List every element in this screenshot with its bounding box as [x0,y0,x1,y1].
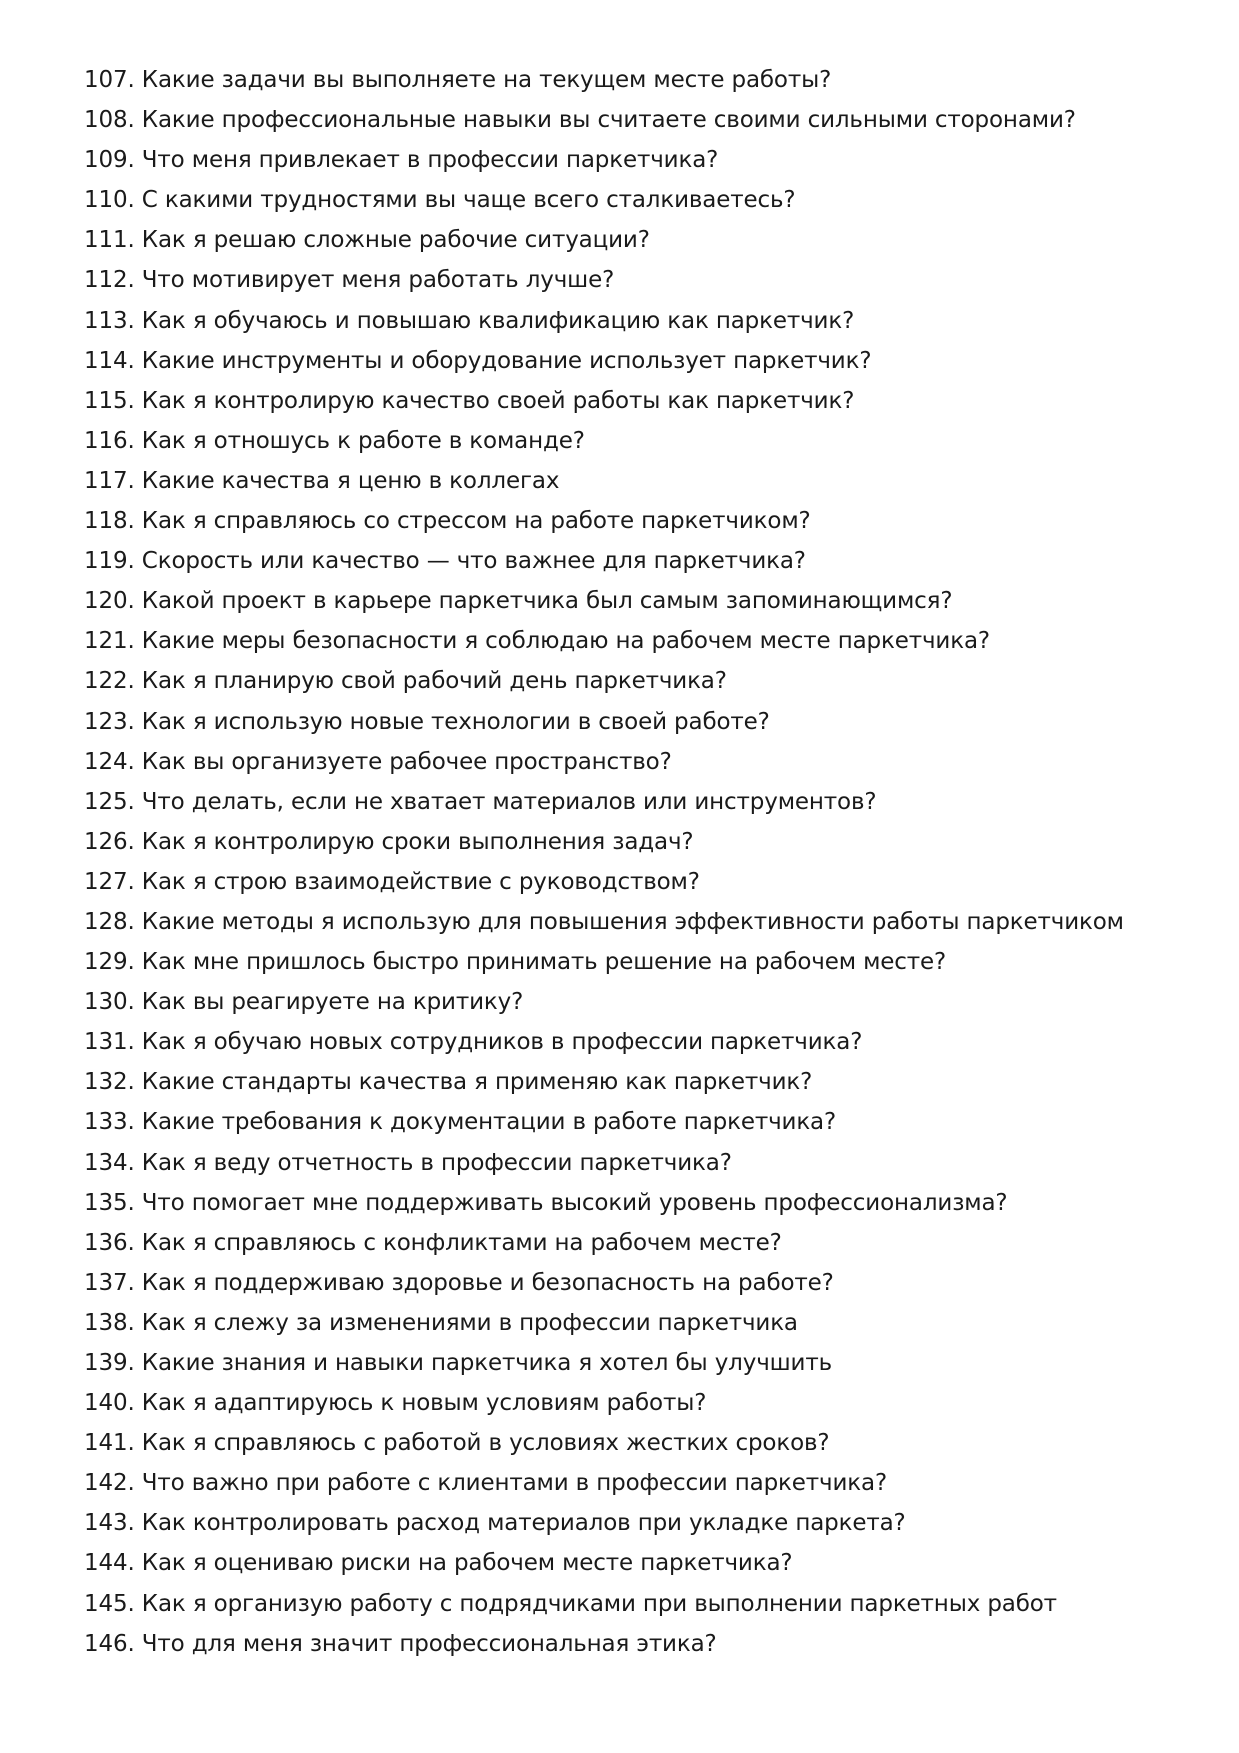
question-item [84,341,1124,381]
question-text: Какие задачи вы выполняете на текущем месте работы? [141,67,832,93]
question-text: Как я строю взаимодействие с руководством? [141,868,700,895]
question-item [84,942,1124,982]
question-text: Как вы реагируете на критику? [141,989,524,1016]
question-item [84,982,1124,1022]
question-number: 113. [84,307,135,334]
question-text: Какие инструменты и оборудование использует паркетчик? [141,347,872,374]
question-number: 120. [84,588,135,615]
question-number: 127. [84,868,135,895]
question-number: 112. [84,267,135,294]
question-item [84,782,1124,822]
question-item [84,1543,1124,1583]
question-text: Что делать, если не хватает материалов или инструментов? [141,788,877,815]
question-number: 137. [84,1269,135,1296]
question-text: Какие качества я ценю в коллегах [141,467,560,494]
question-number: 133. [84,1109,135,1136]
question-item [84,742,1124,782]
question-item [84,1503,1124,1543]
question-number: 122. [84,668,135,695]
question-text: Что важно при работе с клиентами в профессии паркетчика? [141,1470,888,1497]
question-item [84,661,1124,701]
question-text: Скорость или качество — что важнее для паркетчика? [141,548,806,575]
question-number: 108. [84,107,135,134]
question-number: 139. [84,1350,135,1376]
question-number: 109. [84,147,135,174]
question-text: Какие стандарты качества я применяю как паркетчик? [141,1069,813,1096]
question-text: Какие меры безопасности я соблюдаю на рабочем месте паркетчика? [141,628,990,655]
question-item [84,1143,1124,1183]
question-item [84,301,1124,341]
question-item [84,140,1124,180]
question-number: 124. [84,748,135,775]
question-item [84,822,1124,862]
question-number: 132. [84,1069,135,1096]
question-number: 131. [84,1029,135,1056]
question-item [84,501,1124,541]
question-text: С какими трудностями вы чаще всего сталкиваетесь? [141,187,796,214]
question-number: 142. [84,1470,135,1497]
question-number: 138. [84,1309,135,1336]
question-item [84,1263,1124,1303]
question-number: 130. [84,989,135,1016]
question-text: Как я организую работу с подрядчиками при выполнении паркетных работ [141,1590,1057,1617]
question-text: Как я справляюсь с работой в условиях жестких сроков? [141,1430,830,1457]
question-item [84,621,1124,661]
question-item [84,1022,1124,1062]
question-number: 117. [84,467,135,494]
question-item [84,461,1124,501]
question-text: Как я решаю сложные рабочие ситуации? [141,227,650,254]
question-item [84,1584,1124,1624]
question-number: 145. [84,1590,135,1617]
question-text: Какие методы я использую для повышения эффективности работы паркетчиком [141,908,1124,935]
question-text: Что меня привлекает в профессии паркетчика? [141,147,719,174]
question-number: 118. [84,508,135,535]
question-item [84,220,1124,260]
question-number: 134. [84,1149,135,1176]
question-item [84,100,1124,140]
question-text: Что для меня значит профессиональная этика? [141,1630,717,1657]
question-text: Как я контролирую сроки выполнения задач? [141,828,694,855]
question-item [84,1383,1124,1423]
question-number: 135. [84,1189,135,1216]
question-number: 114. [84,347,135,374]
question-text: Как контролировать расход материалов при укладке паркета? [141,1510,906,1537]
question-number: 116. [84,427,135,454]
question-item [84,1463,1124,1503]
question-text: Какие профессиональные навыки вы считаете своими сильными сторонами? [141,107,1076,134]
question-item [84,1624,1124,1664]
question-item [84,1062,1124,1102]
question-text: Что мотивирует меня работать лучше? [141,267,615,294]
question-text: Как я поддерживаю здоровье и безопасность на работе? [141,1269,834,1296]
question-item [84,180,1124,220]
question-item [84,260,1124,300]
question-item [84,1343,1124,1383]
question-text: Как я отношусь к работе в команде? [141,427,585,454]
question-text: Как я обучаю новых сотрудников в профессии паркетчика? [141,1029,863,1056]
question-text: Как я оцениваю риски на рабочем месте паркетчика? [141,1550,793,1577]
question-list [84,60,1124,1664]
question-item [84,541,1124,581]
question-number: 119. [84,548,135,575]
question-text: Как мне пришлось быстро принимать решение на рабочем месте? [141,949,947,976]
question-text: Как я планирую свой рабочий день паркетчика? [141,668,727,695]
question-item [84,1303,1124,1343]
question-item [84,1183,1124,1223]
question-number: 146. [84,1630,135,1657]
question-item [84,1102,1124,1142]
question-text: Что помогает мне поддерживать высокий уровень профессионализма? [141,1189,1008,1216]
question-item [84,581,1124,621]
question-text: Как я справляюсь со стрессом на работе паркетчиком? [141,508,811,535]
question-item [84,1223,1124,1263]
question-text: Как я справляюсь с конфликтами на рабочем месте? [141,1229,782,1256]
question-number: 115. [84,387,135,414]
question-number: 121. [84,628,135,655]
question-text: Как я слежу за изменениями в профессии паркетчика [141,1309,798,1336]
question-number: 125. [84,788,135,815]
question-item [84,702,1124,742]
question-number: 123. [84,708,135,735]
question-text: Как я адаптируюсь к новым условиям работы? [141,1390,707,1417]
question-text: Какие знания и навыки паркетчика я хотел бы улучшить [141,1350,832,1376]
question-number: 143. [84,1510,135,1537]
question-text: Как я контролирую качество своей работы как паркетчик? [141,387,855,414]
question-text: Как я обучаюсь и повышаю квалификацию как паркетчик? [141,307,855,334]
question-item [84,1423,1124,1463]
question-number: 107. [84,67,135,93]
question-number: 111. [84,227,135,254]
question-number: 126. [84,828,135,855]
question-text: Какие требования к документации в работе паркетчика? [141,1109,837,1136]
question-item [84,862,1124,902]
question-item [84,421,1124,461]
question-text: Какой проект в карьере паркетчика был самым запоминающимся? [141,588,953,615]
question-number: 140. [84,1390,135,1417]
question-number: 136. [84,1229,135,1256]
question-item [84,902,1124,942]
question-number: 141. [84,1430,135,1457]
question-text: Как я использую новые технологии в своей работе? [141,708,770,735]
question-text: Как вы организуете рабочее пространство? [141,748,672,775]
question-number: 110. [84,187,135,214]
question-item [84,60,1124,100]
question-number: 144. [84,1550,135,1577]
question-number: 129. [84,949,135,976]
question-number: 128. [84,908,135,935]
question-text: Как я веду отчетность в профессии паркетчика? [141,1149,732,1176]
question-item [84,381,1124,421]
